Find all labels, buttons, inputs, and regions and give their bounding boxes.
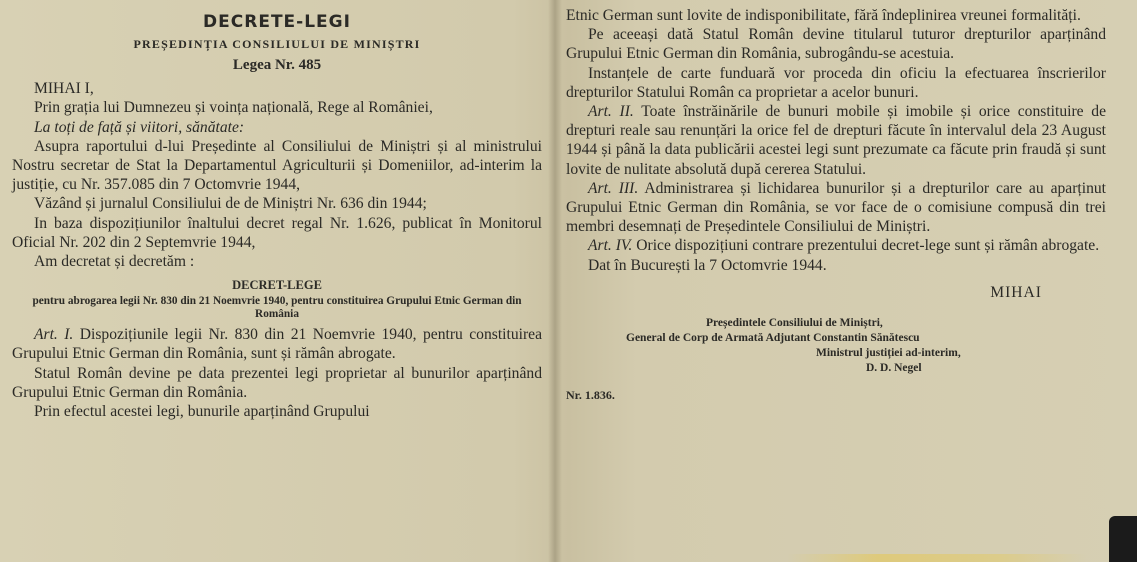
document-number: Nr. 1.836. (566, 388, 615, 403)
left-column (12, 0, 542, 421)
article-1 (12, 325, 542, 363)
king-name: MIHAI I, (34, 80, 94, 98)
article-3-label: Art. III. (588, 179, 639, 197)
dated-line: Dat în București la 7 Octomvrie 1944. (588, 256, 827, 274)
right-column (566, 6, 1106, 405)
article-4-label: Art. IV. (588, 237, 633, 255)
article-4 (566, 236, 1106, 255)
article-2-text: Toate înstrăinările de bunuri mobile și imobile și orice constituire de drepturi reale sau renunțări la orice fel de drepturi făcute în intervalul dela 23 August 1944 și până la data publicării acestei legi sunt prezumate ca făcute prin fraudă și sunt lovite de nulitate absolută după cererea Statului. (566, 103, 1106, 178)
paragraph-intro: Prin grația lui Dumnezeu și voința națională, Rege al României, (34, 99, 433, 117)
greeting: La toți de față și viitori, sănătate: (34, 118, 245, 136)
article-2 (566, 102, 1106, 179)
signature-name-justice: D. D. Negel (866, 362, 922, 375)
section-header: DECRETE-LEGI (203, 12, 351, 32)
paragraph-land-registry: Instanțele de carte funduară vor proceda din oficiu la efectuarea înscrierilor drepturilor Statului Român ca proprietar a acelor bunuri. (566, 64, 1106, 101)
presidency-heading: PREȘEDINȚIA CONSILIULUI DE MINIȘTRI (133, 37, 421, 51)
paragraph-effect: Prin efectul acestei legi, bunurile aparținând Grupului (34, 403, 370, 421)
law-number: Legea Nr. 485 (232, 57, 322, 73)
page-gutter (548, 0, 562, 562)
signature-title-president: Președintele Consiliului de Miniștri, (706, 317, 883, 330)
paragraph-basis: In baza dispozițiunilor înaltului decret regal Nr. 1.626, publicat în Monitorul Oficial Nr. 202 din 2 Septemvrie 1944, (12, 214, 542, 251)
paragraph-state-owner: Statul Român devine pe data prezentei legi proprietar al bunurilor aparținând Grupului Etnic German din România. (12, 364, 542, 401)
article-4-text: Orice dispozițiuni contrare prezentului decret-lege sunt și rămân abrogate. (636, 237, 1100, 255)
signature-name-president: General de Corp de Armată Adjutant Constantin Sănătescu (626, 332, 920, 345)
decree-purpose: pentru abrogarea legii Nr. 830 din 21 Noemvrie 1940, pentru constituirea Grupului Etnic German din România (32, 295, 522, 321)
paragraph-journal: Văzând și jurnalul Consiliului de de Miniștri Nr. 636 din 1944; (34, 195, 427, 213)
king-signature: MIHAI (990, 283, 1042, 301)
article-1-label: Art. I. (34, 326, 74, 344)
decree-title: DECRET-LEGE (232, 278, 322, 293)
article-1-text: Dispozițiunile legii Nr. 830 din 21 Noemvrie 1940, pentru constituirea Grupului Etnic German din România, sunt și rămân abrogate. (12, 326, 542, 363)
paragraph-continuation: Etnic German sunt lovite de indisponibilitate, fără îndeplinirea vreunei formalități. (566, 7, 1081, 24)
paragraph-report: Asupra raportului d-lui Președinte al Consiliului de Miniștri și al ministrului Nostru secretar de Stat la Departamentul Agriculturii și Domeniilor, ad-interim la justiție, cu Nr. 357.085 din 7 Octomvrie 1944, (12, 137, 542, 194)
article-3 (566, 179, 1106, 237)
article-3-text: Administrarea și lichidarea bunurilor și a drepturilor care au aparținut Grupului Etnic German din România, se vor face de o comisiune compusă din trei membri desemnați de Președintele Consiliului de Miniștri. (566, 179, 1107, 236)
paragraph-titular: Pe aceeași dată Statul Român devine titularul tuturor drepturilor aparținând Grupului Etnic German din România, subrogându-se acestuia. (566, 26, 1106, 63)
signature-title-justice: Ministrul justiției ad-interim, (816, 347, 961, 360)
corner-overlay (1109, 516, 1137, 562)
paragraph-decreed: Am decretat și decretăm : (34, 253, 195, 271)
watermark-overlay (788, 554, 1088, 562)
article-2-label: Art. II. (588, 103, 634, 121)
